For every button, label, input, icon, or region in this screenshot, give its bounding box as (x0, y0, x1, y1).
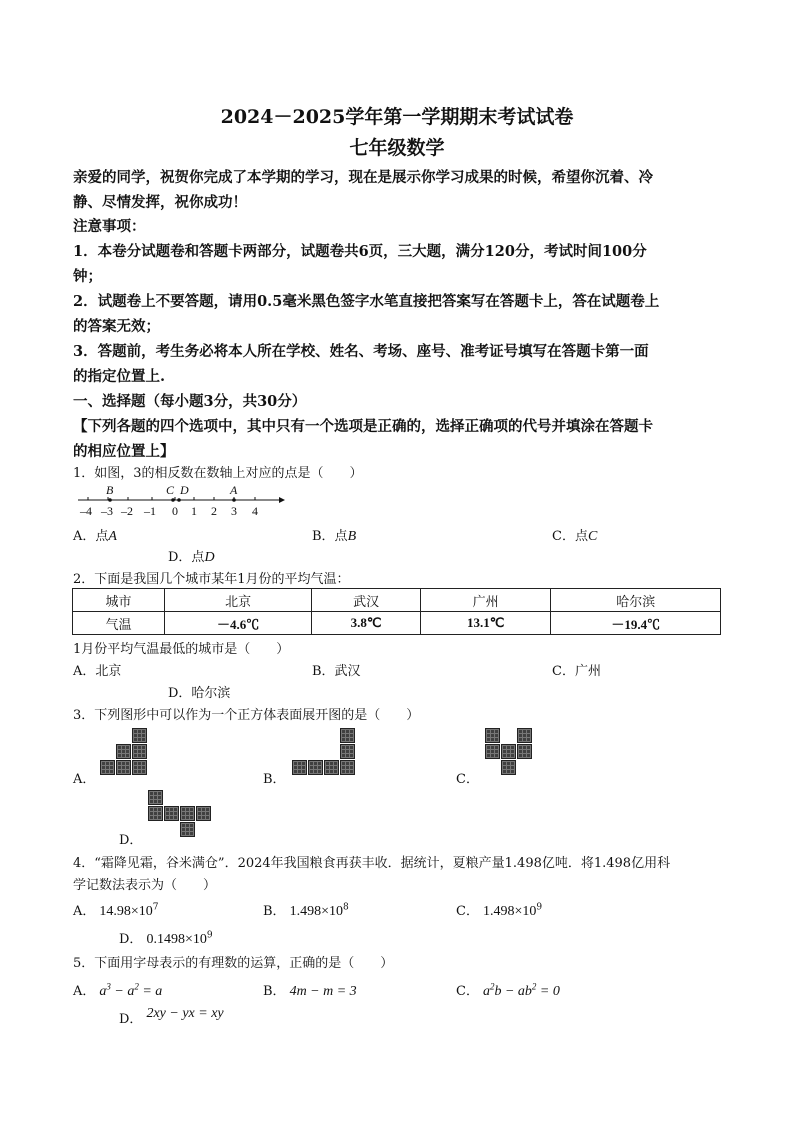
table-cell: －4.6℃ (165, 612, 312, 635)
q1-stem: 1．如图，3的相反数在数轴上对应的点是（ ） (73, 466, 363, 481)
q2-stem: 2．下面是我国几个城市某年1月份的平均气温： (73, 572, 350, 587)
q3-option-b-net[interactable] (292, 728, 356, 776)
number-line-arrow-icon (279, 497, 285, 503)
q3-option-c-label[interactable]: C． (456, 772, 479, 787)
net-square (517, 728, 532, 743)
table-row (73, 612, 721, 635)
table-cell: 城市 (73, 589, 165, 612)
point-label-d: D (180, 483, 189, 497)
table-cell: －19.4℃ (551, 612, 721, 635)
q1-option-b-label: B．点 (312, 529, 348, 544)
table-cell: 3.8℃ (312, 612, 421, 635)
net-square (501, 760, 516, 775)
point-c (171, 498, 175, 502)
section-1-heading: 一、选择题（每小题3分，共30分） (73, 393, 307, 410)
table-cell: 广州 (420, 589, 551, 612)
note-2-line-2: 的答案无效； (73, 318, 160, 335)
exam-title: 2024－2025学年第一学期期末考试试卷 (220, 106, 574, 128)
q5-option-d-label: D． (119, 1012, 143, 1027)
q4-option-c[interactable] (456, 900, 542, 920)
q1-option-b-var: B (347, 529, 357, 544)
tick-label: –1 (144, 504, 156, 518)
net-square (180, 806, 195, 821)
tick-label: 2 (211, 504, 217, 518)
q1-option-c-var: C (587, 529, 598, 544)
point-label-c: C (166, 483, 175, 497)
table-row (73, 589, 721, 612)
net-square (100, 760, 115, 775)
note-3-line-1: 3．答题前，考生务必将本人所在学校、姓名、考场、座号、准考证号填写在答题卡第一面 (73, 343, 649, 360)
q5-option-b-expr: 4m − m = 3 (289, 984, 357, 999)
q3-option-d-net[interactable] (148, 790, 212, 838)
net-square (340, 744, 355, 759)
tick-label: 4 (252, 504, 258, 518)
q4-stem-line-1: 4．“霜降见霜，谷米满仓”．2024年我国粮食再获丰收．据统计，夏粮产量1.498亿吨．将1.498亿用科 (73, 856, 671, 871)
point-a (232, 498, 236, 502)
section-1-instruction-line-1: 【下列各题的四个选项中，其中只有一个选项是正确的，选择正确项的代号并填涂在答题卡 (73, 418, 653, 435)
q2-question: 1月份平均气温最低的城市是（ ） (73, 642, 290, 657)
table-cell: 气温 (73, 612, 165, 635)
q4-stem-line-2: 学记数法表示为（ ） (73, 878, 217, 893)
net-square (292, 760, 307, 775)
net-square (180, 822, 195, 837)
tick-label: –3 (101, 504, 113, 518)
q1-option-a-var: A (108, 529, 117, 544)
q4-option-c-base: 1.498×10 (482, 904, 537, 919)
q5-stem: 5．下面用字母表示的有理数的运算，正确的是（ ） (73, 956, 394, 971)
q3-option-b-label[interactable]: B． (263, 772, 286, 787)
q3-option-d-label[interactable]: D． (119, 833, 143, 848)
net-square (132, 760, 147, 775)
q1-option-a-label: A．点 (73, 529, 109, 544)
point-d (177, 498, 181, 502)
q1-option-c-label: C．点 (552, 529, 588, 544)
tick-label: –2 (121, 504, 133, 518)
tick-label: 1 (191, 504, 197, 518)
q4-option-b-base: 1.498×10 (289, 904, 343, 919)
q1-option-b[interactable] (312, 525, 356, 545)
q3-stem: 3．下列图形中可以作为一个正方体表面展开图的是（ ） (73, 708, 420, 723)
q1-option-a[interactable] (73, 525, 117, 545)
q2-option-c[interactable]: C．广州 (552, 664, 601, 679)
q5-option-c-label: C． (456, 984, 479, 999)
tick-label: –4 (80, 504, 92, 518)
q5-option-b[interactable] (263, 980, 357, 1000)
q1-option-d-var: D (204, 550, 215, 565)
notes-heading: 注意事项： (73, 218, 146, 235)
q4-option-c-exponent: 9 (536, 902, 543, 913)
q4-option-d-label: D． (119, 932, 143, 947)
q5-option-a[interactable] (73, 980, 162, 1000)
q5-option-d-expr: 2xy − yx = xy (146, 1006, 224, 1021)
tick-label: 0 (172, 504, 178, 518)
q4-option-d-base: 0.1498×10 (146, 932, 207, 947)
q4-option-a-base: 14.98×10 (99, 904, 153, 919)
net-square (164, 806, 179, 821)
q4-option-a-label: A． (73, 904, 96, 919)
net-square (308, 760, 323, 775)
q5-option-d[interactable] (119, 1008, 224, 1028)
q2-option-b[interactable]: B．武汉 (312, 664, 361, 679)
q4-option-b[interactable] (263, 900, 349, 920)
tick-label: 3 (231, 504, 237, 518)
net-square (148, 790, 163, 805)
note-1-line-2: 钟； (73, 268, 102, 285)
net-square (148, 806, 163, 821)
q1-option-d-label: D．点 (168, 550, 205, 565)
net-square (196, 806, 211, 821)
q2-option-a[interactable]: A．北京 (73, 664, 122, 679)
q4-option-d-exponent: 9 (206, 930, 213, 941)
net-square (132, 728, 147, 743)
net-square (340, 728, 355, 743)
net-square (485, 728, 500, 743)
point-b (108, 498, 112, 502)
intro-line-1: 亲爱的同学，祝贺你完成了本学期的学习，现在是展示你学习成果的时候，希望你沉着、冷 (73, 169, 653, 186)
intro-line-2: 静、尽情发挥，祝你成功！ (73, 194, 247, 211)
q4-option-d[interactable] (119, 928, 213, 948)
net-square (324, 760, 339, 775)
q4-option-a[interactable] (73, 900, 159, 920)
number-line-figure (72, 482, 287, 520)
q5-option-a-label: A． (73, 984, 96, 999)
q5-option-c-expr: $a^2b - ab^2 = 0$ (482, 981, 560, 999)
note-1-line-1: 1．本卷分试题卷和答题卡两部分，试题卷共6页，三大题，满分120分，考试时间100分 (73, 243, 647, 260)
q3-option-a-net[interactable] (100, 728, 148, 776)
table-cell: 北京 (165, 589, 312, 612)
temperature-table (72, 588, 721, 635)
net-square (340, 760, 355, 775)
q1-option-c[interactable] (552, 525, 597, 545)
q4-option-c-label: C． (456, 904, 479, 919)
q3-option-a-label[interactable]: A． (73, 772, 96, 787)
q2-option-d[interactable]: D．哈尔滨 (168, 686, 231, 701)
net-square (517, 744, 532, 759)
q5-option-c[interactable] (456, 980, 560, 1000)
exam-subtitle: 七年级数学 (349, 137, 445, 159)
q4-option-b-exponent: 8 (342, 902, 349, 913)
note-3-line-2: 的指定位置上. (73, 368, 166, 385)
q3-option-c-net[interactable] (485, 728, 533, 776)
section-1-instruction-line-2: 的相应位置上】 (73, 443, 175, 460)
q5-option-a-expr: $a^3 - a^2 = a$ (99, 981, 163, 999)
net-square (116, 744, 131, 759)
table-cell: 哈尔滨 (551, 589, 721, 612)
q1-option-d[interactable] (168, 546, 215, 566)
q4-option-a-exponent: 7 (152, 902, 159, 913)
table-cell: 13.1℃ (420, 612, 551, 635)
net-square (132, 744, 147, 759)
net-square (116, 760, 131, 775)
table-cell: 武汉 (312, 589, 421, 612)
net-square (485, 744, 500, 759)
q5-option-b-label: B． (263, 984, 286, 999)
point-label-b: B (106, 483, 114, 497)
point-label-a: A (230, 483, 238, 497)
net-square (501, 744, 516, 759)
note-2-line-1: 2．试题卷上不要答题，请用0.5毫米黑色签字水笔直接把答案写在答题卡上，答在试题卷上 (73, 293, 660, 310)
q4-option-b-label: B． (263, 904, 286, 919)
